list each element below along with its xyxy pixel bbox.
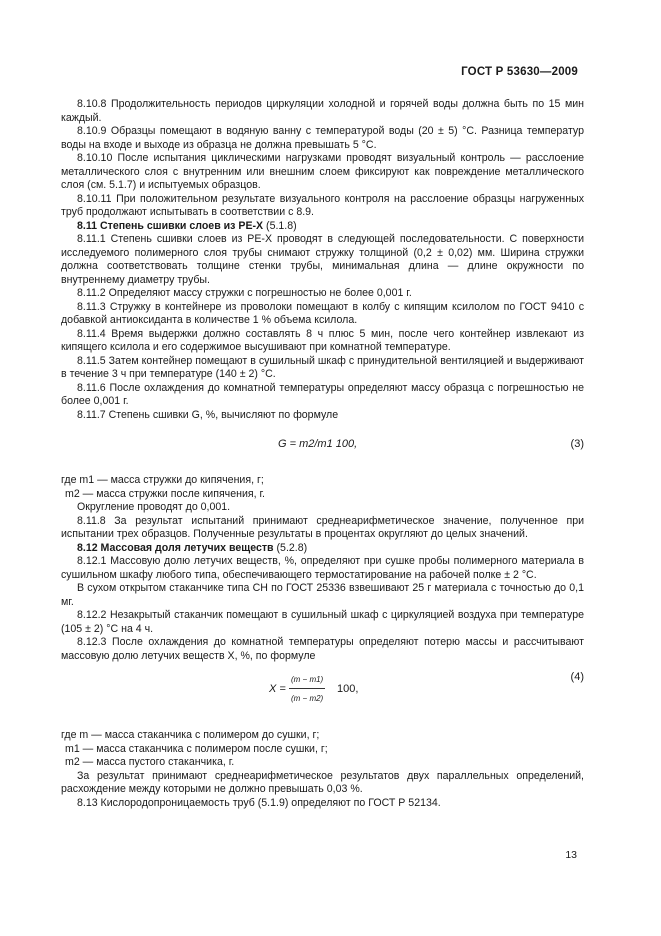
paragraph: 8.10.8 Продолжительность периодов циркуляции холодной и горячей воды должна быть по 15 мин каждый.	[61, 98, 584, 124]
formula-rhs: 100,	[337, 683, 359, 695]
paragraph: Округление проводят до 0,001.	[77, 501, 231, 513]
paragraph: 8.13 Кислородопроницаемость труб (5.1.9) определяют по ГОСТ Р 52134.	[77, 796, 441, 809]
paragraph: 8.10.10 После испытания циклическими нагрузками проводят визуальный контроль — расслоение металлического слоя с внутренним или внешним слоем фиксируют как повреждение металлического слоя (см. 5.1.7) и испытуемых образцов.	[61, 152, 584, 191]
paragraph: 8.11.3 Стружку в контейнере из проволоки помещают в колбу с кипящим ксилолом по ГОСТ 9410 с добавкой антиоксиданта в количестве 1 % объема ксилола.	[61, 300, 584, 326]
paragraph: 8.12.2 Незакрытый стаканчик помещают в сушильный шкаф с циркуляцией воздуха при температуре (105 ± 2) °С на 4 ч.	[61, 609, 584, 635]
formula-fraction	[289, 673, 325, 705]
paragraph: 8.11.5 Затем контейнер помещают в сушильный шкаф с принудительной вентиляцией и выдерживают в течение 3 ч при температуре (140 ± 2) °С.	[61, 354, 584, 380]
paragraph: 8.12.3 После охлаждения до комнатной температуры определяют потерю массы и рассчитывают массовую долю летучих веществ X, %, по формуле	[61, 636, 584, 662]
where-line: m1 — масса стаканчика с полимером после сушки, г;	[65, 742, 328, 755]
formula-lhs: X =	[269, 683, 286, 695]
paragraph: 8.11.7 Степень сшивки G, %, вычисляют по формуле	[77, 408, 339, 421]
heading-text: 8.12 Массовая доля летучих веществ	[77, 541, 274, 554]
paragraph: 8.10.9 Образцы помещают в водяную ванну с температурой воды (20 ± 5) °С. Разница температур воды на входе и выходе из образца не должна превышать 5 °С.	[61, 125, 584, 151]
paragraph: 8.11.1 Степень сшивки слоев из PE-X проводят в следующей последовательности. С поверхности исследуемого полимерного слоя трубы снимают стружку толщиной (0,2 ± 0,02) мм. Ширина стружки должна соответствовать толщине стенки трубы, минимальная длина — длине окружности по внутреннему диаметру трубы.	[61, 233, 584, 286]
standard-header: ГОСТ Р 53630—2009	[461, 66, 578, 78]
heading-text: 8.11 Степень сшивки слоев из PE-X	[77, 219, 264, 232]
paragraph: За результат принимают среднеарифметическое результатов двух параллельных определений, расхождение между которыми не должно превышать 0,03 %.	[61, 769, 584, 795]
paragraph: 8.11.6 После охлаждения до комнатной температуры определяют массу образца с погрешностью не более 0,001 г.	[61, 381, 584, 407]
formula-4	[61, 667, 584, 719]
formula-3	[61, 428, 584, 468]
where-line: m2 — масса пустого стаканчика, г.	[65, 756, 235, 768]
paragraph: 8.11.8 За результат испытаний принимают среднеарифметическое значение, полученное при испытании трех образцов. Полученные результаты в процентах округляют до целых значений.	[61, 514, 584, 540]
section-heading-8-12	[61, 542, 584, 556]
heading-ref: (5.2.8)	[273, 541, 308, 554]
section-heading-8-11	[61, 220, 584, 234]
paragraph: 8.12.1 Массовую долю летучих веществ, %, определяют при сушке пробы полимерного материала в сушильном шкафу любого типа, обеспечивающего термостатирование на рабочей полке ± 2 °С.	[61, 555, 584, 581]
where-line: где m1 — масса стружки до кипячения, г;	[61, 474, 264, 486]
fraction-numerator: (m − m1)	[289, 673, 325, 689]
document-body	[61, 98, 584, 810]
paragraph: 8.11.2 Определяют массу стружки с погрешностью не более 0,001 г.	[77, 287, 412, 299]
paragraph: 8.11.4 Время выдержки должно составлять 8 ч плюс 5 мин, после чего контейнер извлекают из кипящего ксилола и его содержимое высушивают при комнатной температуре.	[61, 327, 584, 353]
where-line: m2 — масса стружки после кипячения, г.	[65, 487, 266, 500]
heading-ref: (5.1.8)	[263, 219, 297, 232]
where-line: где m — масса стаканчика с полимером до сушки, г;	[61, 729, 320, 741]
formula-number: (4)	[570, 671, 584, 683]
formula-expression: G = m2/m1 100,	[278, 438, 358, 450]
formula-number: (3)	[570, 438, 584, 450]
paragraph: 8.10.11 При положительном результате визуального контроля на расслоение образцы нагруженных труб продолжают испытывать в соответствии с 8.9.	[61, 192, 584, 218]
fraction-denominator: (m − m2)	[291, 693, 324, 703]
paragraph: В сухом открытом стаканчике типа СН по ГОСТ 25336 взвешивают 25 г материала с точностью до 0,1 мг.	[61, 582, 584, 608]
page-number: 13	[565, 849, 577, 861]
